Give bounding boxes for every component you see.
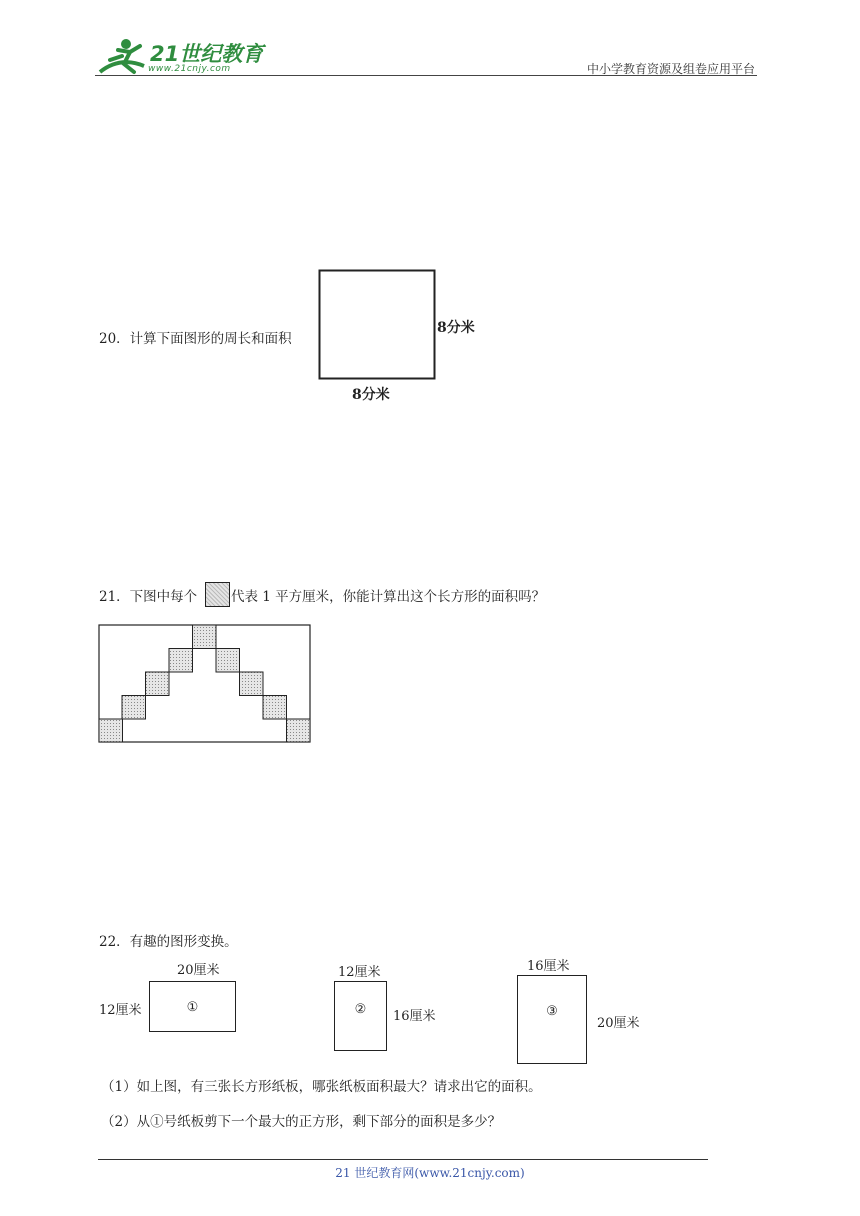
runner-logo-icon bbox=[94, 36, 154, 80]
question-21-text-end: 代表 1 平方厘米，你能计算出这个长方形的面积吗？ bbox=[231, 589, 546, 605]
board-2-mark: ② bbox=[354, 1002, 367, 1017]
question-20-square-figure bbox=[318, 269, 436, 381]
square-shape bbox=[320, 271, 435, 379]
grid-square bbox=[193, 625, 217, 649]
board-1-mark: ① bbox=[186, 1000, 199, 1015]
board-3-right-label: 20厘米 bbox=[597, 1016, 640, 1031]
grid-square bbox=[169, 649, 193, 673]
grid-square bbox=[99, 719, 123, 742]
square-side-bottom-label: 8分米 bbox=[352, 387, 390, 403]
board-2-right-label: 16厘米 bbox=[393, 1009, 436, 1024]
square-side-right-label: 8分米 bbox=[437, 320, 475, 336]
header-divider bbox=[95, 75, 757, 76]
logo-text: 21世纪教育 bbox=[150, 42, 264, 66]
board-3-top-label: 16厘米 bbox=[527, 959, 570, 974]
grid-square bbox=[216, 649, 240, 673]
board-3-mark: ③ bbox=[546, 1004, 558, 1019]
board-1-top-label: 20厘米 bbox=[177, 963, 220, 978]
question-22-text: 22．有趣的图形变换。 bbox=[99, 934, 238, 950]
board-3-rectangle bbox=[517, 975, 587, 1064]
question-22-sub-1: （1）如上图，有三张长方形纸板，哪张纸板面积最大？请求出它的面积。 bbox=[101, 1079, 542, 1095]
question-21-grid-figure bbox=[98, 624, 312, 744]
question-20-text: 20．计算下面图形的周长和面积 bbox=[99, 331, 292, 347]
grid-square bbox=[287, 719, 311, 742]
grid-square bbox=[122, 696, 146, 720]
footer-divider bbox=[98, 1159, 708, 1160]
grid-square bbox=[240, 672, 264, 696]
question-21-text-start: 21．下图中每个 bbox=[99, 589, 198, 605]
question-22-sub-2: （2）从①号纸板剪下一个最大的正方形，剩下部分的面积是多少？ bbox=[101, 1114, 502, 1130]
header-platform-text: 中小学教育资源及组卷应用平台 bbox=[586, 62, 755, 76]
grid-square bbox=[263, 696, 287, 720]
logo-url: www.21cnjy.com bbox=[148, 64, 231, 74]
board-2-top-label: 12厘米 bbox=[338, 965, 381, 980]
footer-text[interactable]: 21 世纪教育网(www.21cnjy.com) bbox=[335, 1166, 525, 1180]
board-1-left-label: 12厘米 bbox=[99, 1003, 142, 1018]
unit-square-icon bbox=[205, 582, 230, 607]
grid-square bbox=[146, 672, 170, 696]
